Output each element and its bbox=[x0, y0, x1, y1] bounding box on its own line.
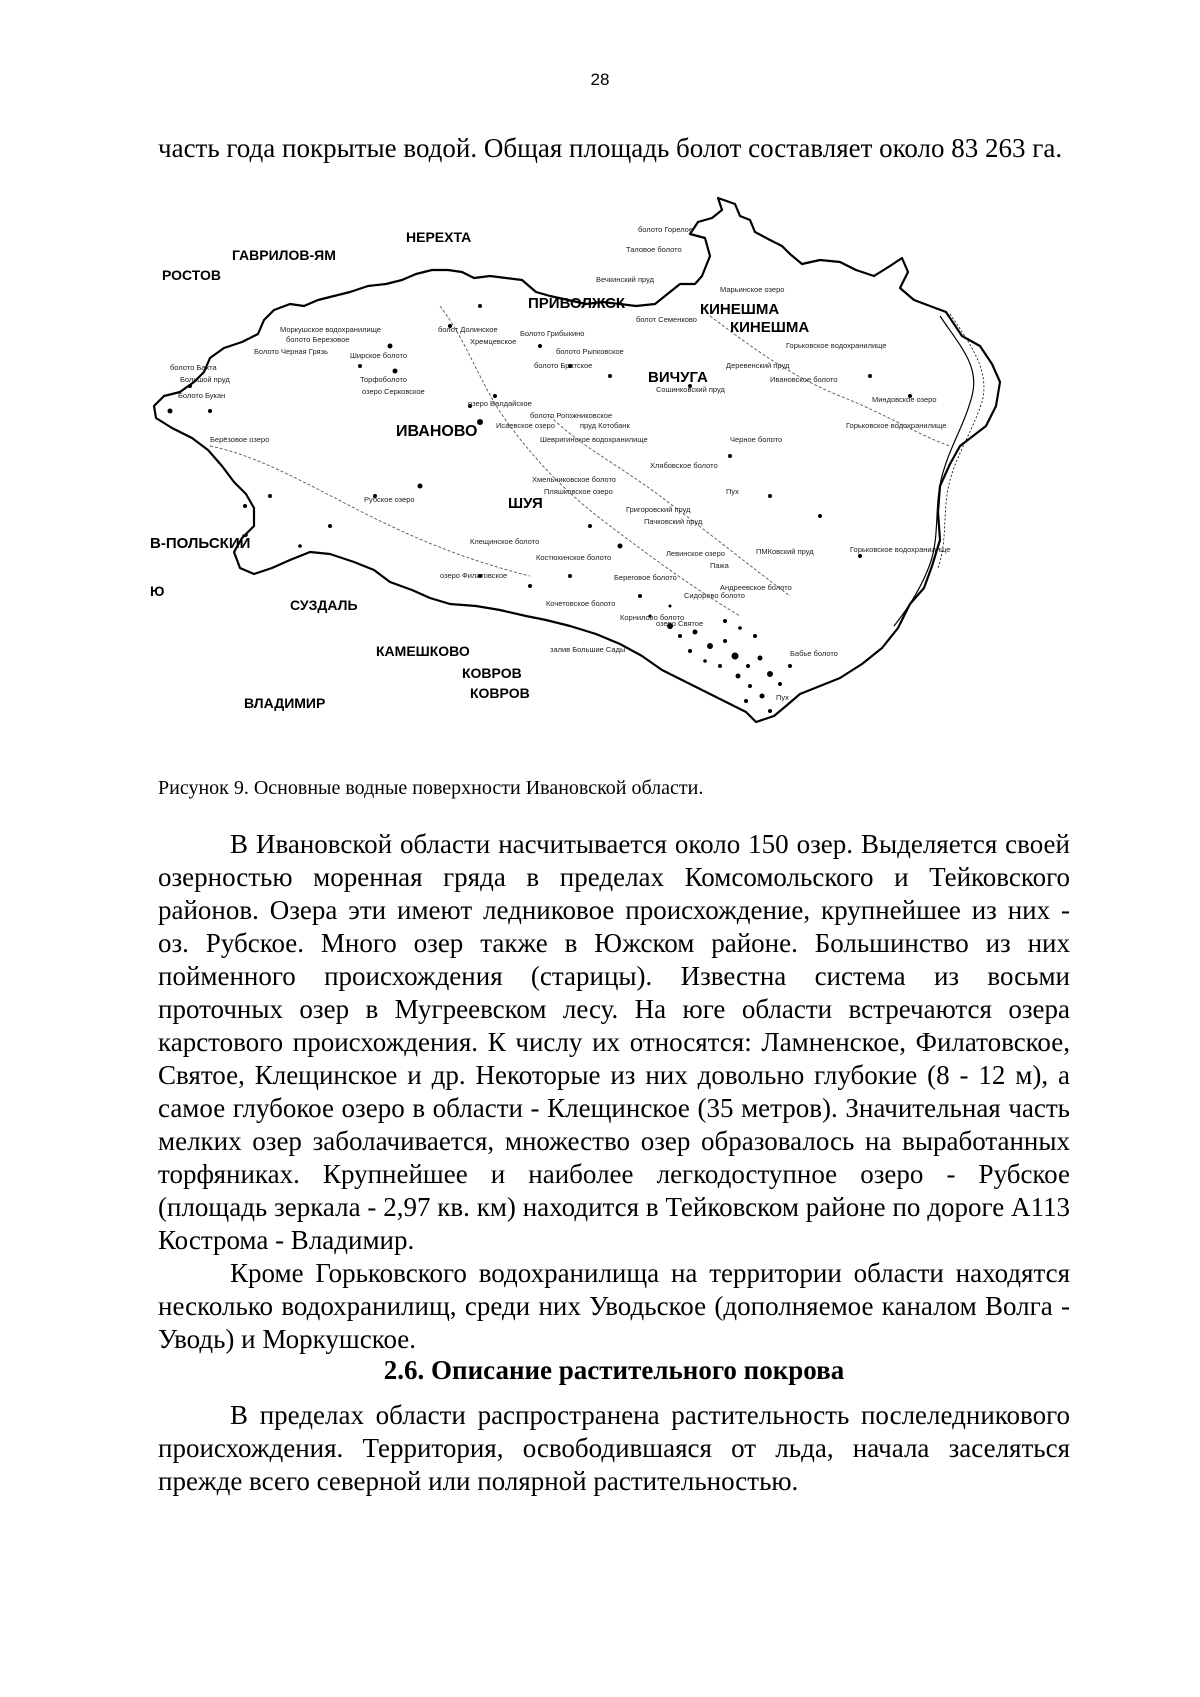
water-label: Сошинковский пруд bbox=[656, 385, 725, 394]
water-label: Шевригинское водохранилище bbox=[540, 435, 648, 444]
water-label: болото Рогожниковское bbox=[530, 411, 613, 420]
water-label: болото Березовое bbox=[286, 335, 350, 344]
city-label-kovrov: КОВРОВ bbox=[470, 685, 530, 701]
water-label: озеро Филатовское bbox=[440, 571, 508, 580]
water-label: Хремцевское bbox=[470, 337, 517, 346]
water-label: Бабье болото bbox=[790, 649, 838, 658]
city-label-vladimir: ВЛАДИМИР bbox=[244, 695, 326, 711]
vegetation-section bbox=[158, 1399, 1070, 1498]
water-label: болото Братское bbox=[534, 361, 593, 370]
water-label: озеро Серковское bbox=[362, 387, 425, 396]
water-label: Торфоболото bbox=[360, 375, 407, 384]
water-label: Горьковское водохранилище bbox=[786, 341, 887, 350]
lakes-section bbox=[158, 828, 1070, 1356]
water-label: Хмельниковское болото bbox=[532, 475, 616, 484]
water-label: Левинское озеро bbox=[666, 549, 725, 558]
region-outline bbox=[154, 198, 1000, 722]
water-label: Корнилово болото bbox=[620, 613, 685, 622]
water-label: Кочетовское болото bbox=[546, 599, 616, 608]
water-label: Горьковское водохранилище bbox=[850, 545, 951, 554]
water-label: Болото Черная Грязь bbox=[254, 347, 328, 356]
water-label: Клещинское болото bbox=[470, 537, 540, 546]
city-label-kineshma: КИНЕШМА bbox=[700, 301, 780, 318]
water-label: болото Бахта bbox=[170, 363, 217, 372]
water-label: Андреевское болото bbox=[720, 583, 792, 592]
paragraph-reservoirs: Кроме Горьковского водохранилища на территории области находятся несколько водохранилищ, среди них Уводьское (дополняемое каналом Волга - Уводь) и Моркушское. bbox=[158, 1258, 1070, 1354]
city-label-kineshma: КИНЕШМА bbox=[730, 319, 810, 336]
map-figure bbox=[150, 196, 1080, 776]
water-label: болот Долинское bbox=[438, 325, 498, 334]
city-label-vichuga: ВИЧУГА bbox=[648, 369, 708, 386]
water-label: пруд Котобанк bbox=[580, 421, 630, 430]
water-label: болото Горелое bbox=[638, 225, 694, 234]
water-label: Рубское озеро bbox=[364, 495, 415, 504]
city-label-yo: Ю bbox=[150, 583, 165, 599]
water-label: болото Рыпковское bbox=[556, 347, 624, 356]
paragraph-lakes: В Ивановской области насчитывается около 150 озер. Выделяется своей озерностью моренная гряда в пределах Комсомольского и Тейковского районов. Озера эти имеют ледниковое происхождение, крупнейшее из них - оз. Рубское. Много озер также в Южском районе. Большинство из них пойменного происхождения (старицы). Известна система из восьми проточных озер в Мугреевском лесу. На юге области встречаются озера карстового происхождения. К числу их относятся: Ламненское, Филатовское, Святое, Клещинское и др. Некоторые из них довольно глубокие (8 - 12 м), а самое глубокое озеро в области - Клещинское (35 метров). Значительная часть мелких озер заболачивается, множество озер образовалось на выработанных торфяниках. Крупнейшее и наиболее легкодоступное озеро - Рубское (площадь зеркала - 2,97 кв. км) находится в Тейковском районе по дороге А113 Кострома - Владимир. bbox=[158, 829, 1070, 1255]
paragraph-vegetation: В пределах области распространена растительность послеледникового происхождения. Территория, освободившаяся от льда, начала заселяться прежде всего северной или полярной растительностью. bbox=[158, 1400, 1070, 1496]
city-label-v-polsky: В-ПОЛЬСКИЙ bbox=[150, 535, 251, 552]
water-label: Береговое болото bbox=[614, 573, 677, 582]
water-label: Пачковский пруд bbox=[644, 517, 703, 526]
water-label: Ивановское болото bbox=[770, 375, 838, 384]
city-label-ivanovo: ИВАНОВО bbox=[396, 423, 478, 440]
water-label: Пух bbox=[776, 693, 789, 702]
water-label: Черное болото bbox=[730, 435, 783, 444]
water-label: Пляшковское озеро bbox=[544, 487, 613, 496]
city-label-rostov: РОСТОВ bbox=[162, 267, 222, 283]
water-label: Болото Грибыкино bbox=[520, 329, 585, 338]
water-label: Хлябовское болото bbox=[650, 461, 718, 470]
water-label: Костюхинское болото bbox=[536, 553, 612, 562]
water-label: Григоровский пруд bbox=[626, 505, 691, 514]
water-label: Исаевское озеро bbox=[496, 421, 555, 430]
water-label: Марьинское озеро bbox=[720, 285, 785, 294]
city-label-kovrov: КОВРОВ bbox=[462, 665, 522, 681]
water-label: Вечкинский пруд bbox=[596, 275, 654, 284]
intro-paragraph: часть года покрытые водой. Общая площадь болот составляет около 83 263 га. bbox=[158, 133, 1063, 163]
water-label: озеро Святое bbox=[656, 619, 704, 628]
water-label: залив Большие Сады bbox=[550, 645, 626, 654]
water-label: Моркушское водохранилище bbox=[280, 325, 381, 334]
city-label-privolzhsk: ПРИВОЛЖСК bbox=[528, 295, 626, 312]
city-label-shuya: ШУЯ bbox=[508, 495, 543, 512]
water-label: Берёзовое озеро bbox=[210, 435, 270, 444]
water-label: Миндовское озеро bbox=[872, 395, 937, 404]
city-label-suzdal: СУЗДАЛЬ bbox=[290, 597, 358, 613]
water-label: Сидорово болото bbox=[684, 591, 745, 600]
water-label: ПМКовский пруд bbox=[756, 547, 814, 556]
water-label: Пажа bbox=[710, 561, 729, 570]
water-label: Горьковское водохранилище bbox=[846, 421, 947, 430]
water-label: Ширское болото bbox=[350, 351, 408, 360]
city-label-nerekhta: НЕРЕХТА bbox=[406, 229, 472, 245]
water-label: Пух bbox=[726, 487, 739, 496]
water-label: озеро Валдайское bbox=[468, 399, 532, 408]
water-label: Болото Букан bbox=[178, 391, 226, 400]
city-label-kameshkovo: КАМЕШКОВО bbox=[376, 643, 470, 659]
page-number: 28 bbox=[590, 70, 610, 89]
water-label: Деревенский пруд bbox=[726, 361, 790, 370]
water-label: Таловое болото bbox=[626, 245, 682, 254]
city-label-gavrilov-yam: ГАВРИЛОВ-ЯМ bbox=[232, 247, 336, 263]
figure-caption: Рисунок 9. Основные водные поверхности Ивановской области. bbox=[158, 777, 704, 799]
water-label: болот Семенково bbox=[636, 315, 697, 324]
water-label: Большой пруд bbox=[180, 375, 230, 384]
section-heading: 2.6. Описание растительного покрова bbox=[383, 1355, 845, 1385]
